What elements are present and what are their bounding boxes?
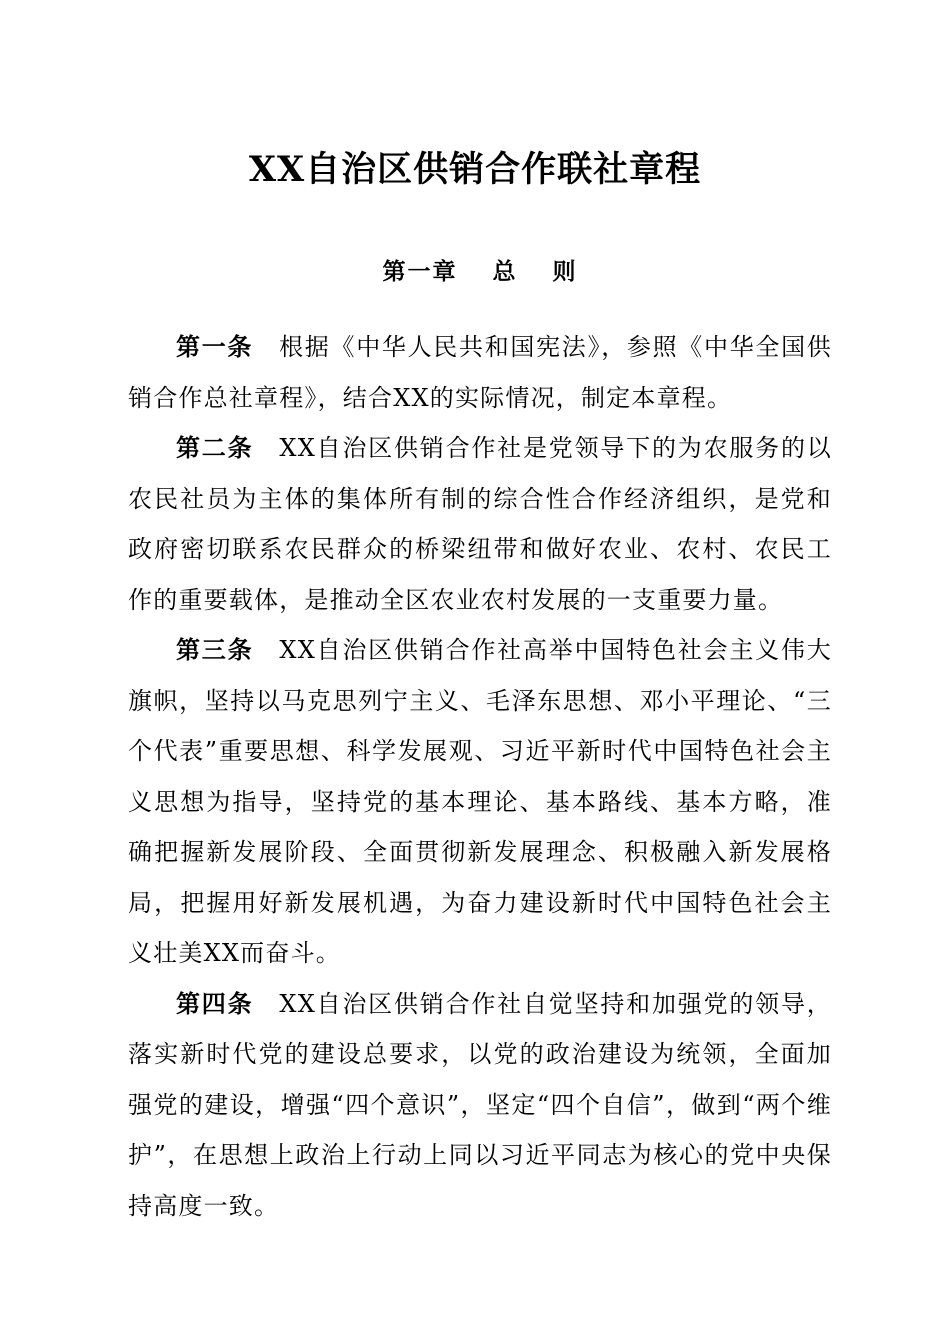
article-number: 第四条: [176, 989, 254, 1018]
document-title: XX自治区供销合作联社章程: [248, 149, 702, 190]
article-number: 第三条: [176, 636, 254, 664]
article-4: [128, 979, 832, 1232]
article-2: [128, 423, 832, 625]
article-text: XX自治区供销合作社是党领导下的为农服务的以农民社员为主体的集体所有制的综合性合作经济组织，是党和政府密切联系农民群众的桥梁纽带和做好农业、农村、农民工作的重要载体，是推动全区农业农村发展的一支重要力量。: [128, 434, 832, 614]
article-text: XX自治区供销合作社高举中国特色社会主义伟大旗帜，坚持以马克思列宁主义、毛泽东思想、邓小平理论、“三个代表”重要思想、科学发展观、习近平新时代中国特色社会主义思想为指导，坚持党的基本理论、基本路线、基本方略，准确把握新发展阶段、全面贯彻新发展理念、积极融入新发展格局，把握用好新发展机遇，为奋力建设新时代中国特色社会主义壮美XX而奋斗。: [128, 636, 832, 967]
article-1: [128, 322, 832, 423]
article-3: [128, 625, 832, 979]
article-text: XX自治区供销合作社自觉坚持和加强党的领导，落实新时代党的建设总要求，以党的政治建设为统领，全面加强党的建设，增强“四个意识”，坚定“四个自信”，做到“两个维护”，在思想上政治上行动上同以习近平同志为核心的党中央保持高度一致。: [128, 989, 832, 1220]
chapter-heading: 第一章 总 则: [382, 258, 578, 285]
article-number: 第一条: [176, 333, 254, 361]
article-text: 根据《中华人民共和国宪法》，参照《中华全国供销合作总社章程》，结合XX的实际情况，制定本章程。: [128, 333, 832, 412]
article-number: 第二条: [176, 434, 254, 462]
document-body: [128, 322, 832, 1231]
